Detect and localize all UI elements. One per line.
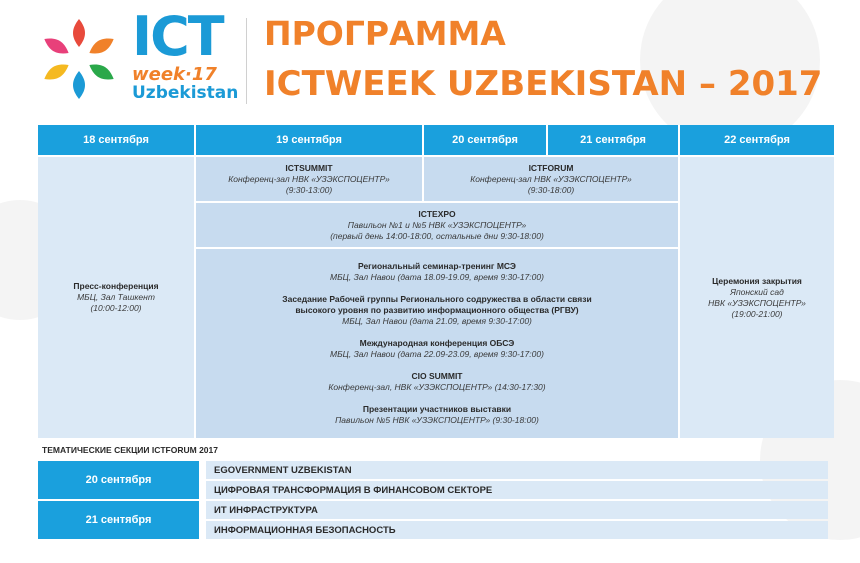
ictsummit-place: Конференц-зал НВК «УЗЭКСПОЦЕНТР» xyxy=(228,173,390,184)
event-detail: Конференц-зал, НВК «УЗЭКСПОЦЕНТР» (14:30-17:30) xyxy=(328,382,546,392)
ictforum-cell xyxy=(424,157,678,201)
header-divider xyxy=(246,18,247,104)
section-topic: ЦИФРОВАЯ ТРАНСФОРМАЦИЯ В ФИНАНСОВОМ СЕКТОРЕ xyxy=(206,481,828,499)
section-topic: EGOVERNMENT UZBEKISTAN xyxy=(206,461,828,479)
event-title: Заседание Рабочей группы Регионального содружества в области связи xyxy=(282,294,592,304)
date-header-22: 22 сентября xyxy=(680,125,834,155)
section-date: 20 сентября xyxy=(38,461,199,499)
press-place: МБЦ, Зал Ташкент xyxy=(77,292,155,302)
event-detail: МБЦ, Зал Навои (дата 21.09, время 9:30-17:00) xyxy=(342,316,532,326)
ictsummit-title: ICTSUMMIT xyxy=(285,162,333,173)
press-conference-cell xyxy=(38,157,194,438)
ictexpo-place: Павильон №1 и №5 НВК «УЗЭКСПОЦЕНТР» xyxy=(347,219,527,230)
event-title: Международная конференция ОБСЭ xyxy=(359,338,515,348)
closing-ceremony-cell xyxy=(680,157,834,438)
logo-ict: ICT xyxy=(132,5,223,68)
press-title: Пресс-конференция xyxy=(73,281,159,291)
date-header-19: 19 сентября xyxy=(196,125,422,155)
event-detail: МБЦ, Зал Навои (дата 18.09-19.09, время 9:30-17:00) xyxy=(330,272,544,282)
event-title: Региональный семинар-тренинг МСЭ xyxy=(358,261,516,271)
ictsummit-cell xyxy=(196,157,422,201)
event-detail: Павильон №5 НВК «УЗЭКСПОЦЕНТР» (9:30-18:00) xyxy=(335,415,539,425)
event-title: высокого уровня по развитию информационного общества (РГВУ) xyxy=(295,305,579,315)
ictexpo-cell xyxy=(196,203,678,247)
closing-title: Церемония закрытия xyxy=(712,275,802,286)
section-topic: ИНФОРМАЦИОННАЯ БЕЗОПАСНОСТЬ xyxy=(206,521,828,539)
section-topic: ИТ ИНФРАСТРУКТУРА xyxy=(206,501,828,519)
closing-place: Японский сад xyxy=(730,286,784,297)
event-detail: МБЦ, Зал Навои (дата 22.09-23.09, время 9:30-17:00) xyxy=(330,349,544,359)
date-header-18: 18 сентября xyxy=(38,125,194,155)
ictforum-place: Конференц-зал НВК «УЗЭКСПОЦЕНТР» xyxy=(470,173,632,184)
ictsummit-time: (9:30-13:00) xyxy=(285,184,333,195)
page-title-line1: ПРОГРАММА xyxy=(264,14,506,53)
sections-heading: ТЕМАТИЧЕСКИЕ СЕКЦИИ ICTFORUM 2017 xyxy=(42,445,218,455)
ictforum-time: (9:30-18:00) xyxy=(527,184,575,195)
ictexpo-time: (первый день 14:00-18:00, остальные дни 9:30-18:00) xyxy=(330,230,544,241)
closing-time: (19:00-21:00) xyxy=(731,308,783,319)
date-header-20: 20 сентября xyxy=(424,125,546,155)
press-time: (10:00-12:00) xyxy=(90,303,142,313)
page-title-line2: ICTWEEK UZBEKISTAN – 2017 xyxy=(264,64,823,104)
closing-venue: НВК «УЗЭКСПОЦЕНТР» xyxy=(708,297,806,308)
section-date: 21 сентября xyxy=(38,501,199,539)
logo-wordmark xyxy=(132,5,239,103)
ictexpo-title: ICTEXPO xyxy=(418,208,456,219)
logo-week: week·17 xyxy=(132,64,217,85)
event-title: Презентации участников выставки xyxy=(362,404,512,414)
logo-snowflake-icon xyxy=(34,14,124,104)
logo-country: Uzbekistan xyxy=(132,83,239,103)
ictforum-title: ICTFORUM xyxy=(528,162,574,173)
schedule-table xyxy=(38,125,834,438)
date-header-21: 21 сентября xyxy=(548,125,678,155)
side-events-cell xyxy=(196,249,678,438)
event-title: CIO SUMMIT xyxy=(411,371,463,381)
